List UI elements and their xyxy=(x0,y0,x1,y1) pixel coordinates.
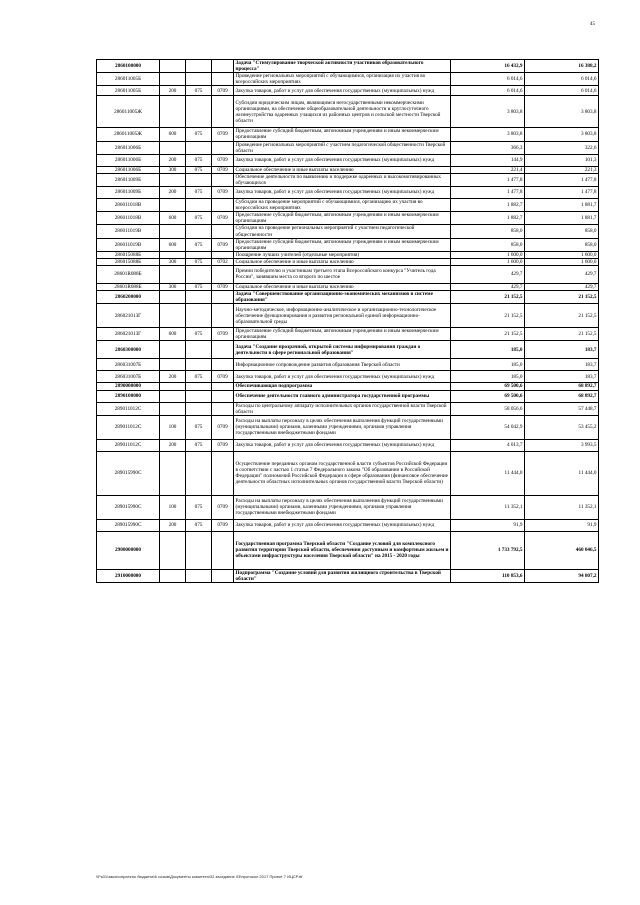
cell-item-name: Социальное обеспечение и иные выплаты населению xyxy=(234,166,451,173)
table-body xyxy=(97,60,599,583)
cell-amount-planned: 185,0 xyxy=(451,371,525,383)
cell-target-code: 286011005Ж xyxy=(97,96,160,128)
cell-target-code: 2860300000 xyxy=(97,341,160,359)
cell-expense-type: 300 xyxy=(160,166,186,173)
cell-item-name: Закупка товаров, работ и услуг для обеспечения государственных (муниципальных) нужд xyxy=(234,154,451,166)
cell-item-name: Обеспечение деятельности по выявлению и поддержке одаренных и высокомотивированных обучающихся xyxy=(234,173,451,186)
cell-target-code: 2900000000 xyxy=(97,531,160,569)
cell-item-name: Закупка товаров, работ и услуг для обеспечения государственных (муниципальных) нужд xyxy=(234,371,451,383)
cell-ministry-code: 075 xyxy=(186,238,212,251)
cell-target-code: 286011006Б xyxy=(97,166,160,173)
table-row xyxy=(97,212,599,225)
cell-item-name: Поощрение лучших учителей (отдельные мероприятия) xyxy=(234,251,451,258)
cell-item-name: Социальное обеспечение и иные выплаты населению xyxy=(234,283,451,290)
cell-amount-planned: 69 500,6 xyxy=(451,390,525,402)
cell-expense-type xyxy=(160,265,186,283)
cell-ministry-code: 075 xyxy=(186,166,212,173)
cell-ministry-code: 075 xyxy=(186,187,212,199)
table-row xyxy=(97,569,599,582)
cell-amount-planned: 366,3 xyxy=(451,141,525,154)
cell-ministry-code: 075 xyxy=(186,86,212,96)
cell-section-code: 0709 xyxy=(212,166,234,173)
cell-expense-type xyxy=(160,73,186,86)
cell-amount-planned: 1 882,7 xyxy=(451,199,525,212)
table-row xyxy=(97,383,599,390)
table-row xyxy=(97,60,599,73)
table-row xyxy=(97,415,599,439)
table-row xyxy=(97,96,599,128)
cell-expense-type xyxy=(160,402,186,415)
cell-expense-type xyxy=(160,291,186,304)
cell-target-code: 286031007Б xyxy=(97,359,160,371)
table-row xyxy=(97,341,599,359)
cell-ministry-code xyxy=(186,141,212,154)
cell-section-code xyxy=(212,359,234,371)
cell-expense-type: 300 xyxy=(160,283,186,290)
cell-target-code: 286021013Г xyxy=(97,328,160,341)
cell-amount-planned: 11 352,1 xyxy=(451,495,525,519)
cell-target-code: 289015990С xyxy=(97,519,160,531)
cell-ministry-code: 075 xyxy=(186,258,212,265)
cell-amount-planned: 110 853,6 xyxy=(451,569,525,582)
cell-amount-executed: 858,0 xyxy=(525,238,599,251)
cell-ministry-code xyxy=(186,251,212,258)
cell-target-code: 286021013Г xyxy=(97,304,160,328)
cell-target-code: 286011005Б xyxy=(97,73,160,86)
cell-item-name: Осуществление переданных органам государственной власти субъектов Российской Федерации в соответствии с частью 1 статьи 7 Федерального закона "Об образовании в Российской Федерации" полномочий Российской Федерации в сфере образования (финансовое обеспечение деятельности областных исполнительных органов государственной власти Тверской области) xyxy=(234,451,451,495)
cell-amount-executed: 91,9 xyxy=(525,519,599,531)
cell-section-code xyxy=(212,451,234,495)
cell-section-code: 0709 xyxy=(212,371,234,383)
cell-item-name: Субсидии на проведение мероприятий с обучающимися, организацию их участия во всероссийских мероприятиях xyxy=(234,199,451,212)
cell-amount-planned: 1 733 792,5 xyxy=(451,531,525,569)
cell-target-code: 289011012С xyxy=(97,415,160,439)
table-row xyxy=(97,328,599,341)
cell-amount-executed: 21 152,5 xyxy=(525,304,599,328)
cell-expense-type: 100 xyxy=(160,415,186,439)
cell-section-code xyxy=(212,402,234,415)
page-number: 45 xyxy=(590,22,595,27)
cell-expense-type xyxy=(160,199,186,212)
cell-target-code: 286011009Б xyxy=(97,187,160,199)
cell-ministry-code xyxy=(186,225,212,238)
cell-ministry-code xyxy=(186,199,212,212)
cell-item-name: Расходы на выплаты персоналу в целях обеспечения выполнения функций государственными (муниципальными) органами, казенными учреждениями, органами управления государственными внебюджетными фондами xyxy=(234,415,451,439)
cell-ministry-code xyxy=(186,341,212,359)
cell-target-code: 2890000000 xyxy=(97,383,160,390)
cell-target-code: 286015088Б xyxy=(97,251,160,258)
table-row xyxy=(97,251,599,258)
cell-target-code: 28601R088Б xyxy=(97,283,160,290)
cell-section-code: 0709 xyxy=(212,495,234,519)
cell-section-code xyxy=(212,73,234,86)
cell-section-code xyxy=(212,96,234,128)
cell-target-code: 286011005Б xyxy=(97,86,160,96)
cell-expense-type: 200 xyxy=(160,154,186,166)
cell-amount-planned: 3 803,8 xyxy=(451,128,525,141)
cell-section-code xyxy=(212,569,234,582)
cell-item-name: Научно-методическое, информационно-аналитическое и организационно-технологическое обеспечение функционирования и развития региональной единой информационно-образовательной среды xyxy=(234,304,451,328)
table-row xyxy=(97,258,599,265)
cell-target-code: 286011006Б xyxy=(97,141,160,154)
table-row xyxy=(97,304,599,328)
cell-ministry-code xyxy=(186,390,212,402)
cell-expense-type xyxy=(160,60,186,73)
cell-amount-planned: 429,7 xyxy=(451,283,525,290)
cell-expense-type xyxy=(160,390,186,402)
cell-expense-type: 200 xyxy=(160,439,186,451)
cell-amount-executed: 460 046,5 xyxy=(525,531,599,569)
cell-section-code xyxy=(212,141,234,154)
cell-expense-type xyxy=(160,531,186,569)
cell-expense-type xyxy=(160,173,186,186)
cell-amount-planned: 221,4 xyxy=(451,166,525,173)
cell-target-code: 286011018В xyxy=(97,199,160,212)
cell-item-name: Задача "Стимулирование творческой активности участников образовательного процесса" xyxy=(234,60,451,73)
table-row xyxy=(97,86,599,96)
cell-ministry-code: 075 xyxy=(186,519,212,531)
cell-section-code: 0709 xyxy=(212,439,234,451)
cell-ministry-code: 075 xyxy=(186,328,212,341)
cell-item-name: Субсидии на проведение региональных мероприятий с участием педагогической общественности xyxy=(234,225,451,238)
cell-ministry-code xyxy=(186,291,212,304)
cell-amount-executed: 21 152,5 xyxy=(525,328,599,341)
cell-ministry-code xyxy=(186,265,212,283)
cell-expense-type: 200 xyxy=(160,371,186,383)
cell-section-code xyxy=(212,265,234,283)
table-row xyxy=(97,154,599,166)
table-row xyxy=(97,225,599,238)
table-row xyxy=(97,439,599,451)
cell-amount-planned: 91,9 xyxy=(451,519,525,531)
cell-section-code: 0709 xyxy=(212,187,234,199)
cell-section-code xyxy=(212,304,234,328)
cell-ministry-code xyxy=(186,173,212,186)
cell-section-code: 0709 xyxy=(212,154,234,166)
cell-amount-executed: 11 352,1 xyxy=(525,495,599,519)
table-row xyxy=(97,173,599,186)
cell-amount-executed: 11 444,0 xyxy=(525,451,599,495)
cell-amount-planned: 3 803,8 xyxy=(451,96,525,128)
cell-amount-executed: 322,6 xyxy=(525,141,599,154)
cell-item-name: Закупка товаров, работ и услуг для обеспечения государственных (муниципальных) нужд xyxy=(234,439,451,451)
cell-expense-type: 200 xyxy=(160,86,186,96)
cell-expense-type xyxy=(160,383,186,390)
cell-ministry-code xyxy=(186,402,212,415)
cell-amount-executed: 1 600,0 xyxy=(525,251,599,258)
cell-amount-executed: 21 152,5 xyxy=(525,291,599,304)
cell-expense-type xyxy=(160,96,186,128)
cell-section-code: 0702 xyxy=(212,258,234,265)
cell-amount-executed: 1 600,0 xyxy=(525,258,599,265)
cell-amount-planned: 21 152,5 xyxy=(451,328,525,341)
table-row xyxy=(97,187,599,199)
cell-target-code: 2890100000 xyxy=(97,390,160,402)
cell-amount-executed: 3 803,8 xyxy=(525,96,599,128)
cell-expense-type: 100 xyxy=(160,495,186,519)
cell-section-code: 0709 xyxy=(212,415,234,439)
table-row xyxy=(97,73,599,86)
cell-section-code: 0709 xyxy=(212,212,234,225)
cell-target-code: 286011018В xyxy=(97,212,160,225)
cell-amount-executed: 183,7 xyxy=(525,359,599,371)
cell-item-name: Предоставление субсидий бюджетным, автономным учреждениям и иным некоммерческим организациям xyxy=(234,328,451,341)
table-row xyxy=(97,402,599,415)
cell-target-code: 2860100000 xyxy=(97,60,160,73)
cell-ministry-code: 075 xyxy=(186,128,212,141)
cell-amount-executed: 183,7 xyxy=(525,371,599,383)
cell-ministry-code: 075 xyxy=(186,415,212,439)
cell-ministry-code xyxy=(186,383,212,390)
cell-ministry-code xyxy=(186,569,212,582)
cell-target-code: 289011012С xyxy=(97,402,160,415)
cell-section-code: 0709 xyxy=(212,519,234,531)
table-row xyxy=(97,166,599,173)
cell-item-name: Социальное обеспечение и иные выплаты населению xyxy=(234,258,451,265)
cell-section-code: 0709 xyxy=(212,328,234,341)
cell-amount-executed: 221,3 xyxy=(525,166,599,173)
cell-target-code: 286015088Б xyxy=(97,258,160,265)
cell-amount-planned: 69 500,6 xyxy=(451,383,525,390)
cell-section-code xyxy=(212,251,234,258)
table-row xyxy=(97,390,599,402)
cell-amount-planned: 1 600,0 xyxy=(451,258,525,265)
cell-amount-executed: 68 892,7 xyxy=(525,390,599,402)
cell-section-code: 0709 xyxy=(212,283,234,290)
cell-expense-type xyxy=(160,451,186,495)
cell-item-name: Проведение региональных мероприятий с участием педагогической общественности Тверской области xyxy=(234,141,451,154)
cell-expense-type xyxy=(160,225,186,238)
file-path-footer: \\Fs01\законопроекты бюджета\6 созыв\Документы комитета\32 заседание 03\протокол 2017 Проект 7 ИЦСР.rtf xyxy=(96,874,303,879)
cell-expense-type: 600 xyxy=(160,238,186,251)
cell-amount-planned: 185,0 xyxy=(451,359,525,371)
cell-amount-executed: 3 993,5 xyxy=(525,439,599,451)
table-row xyxy=(97,283,599,290)
cell-amount-planned: 1 600,0 xyxy=(451,251,525,258)
table-row xyxy=(97,291,599,304)
cell-ministry-code: 075 xyxy=(186,154,212,166)
cell-item-name: Предоставление субсидий бюджетным, автономным учреждениям и иным некоммерческим организациям xyxy=(234,128,451,141)
cell-expense-type xyxy=(160,251,186,258)
cell-item-name: Закупка товаров, работ и услуг для обеспечения государственных (муниципальных) нужд xyxy=(234,519,451,531)
cell-amount-planned: 144,9 xyxy=(451,154,525,166)
cell-expense-type xyxy=(160,359,186,371)
cell-amount-executed: 68 892,7 xyxy=(525,383,599,390)
cell-amount-executed: 6 014,6 xyxy=(525,86,599,96)
cell-ministry-code xyxy=(186,96,212,128)
cell-amount-planned: 58 056,6 xyxy=(451,402,525,415)
cell-section-code xyxy=(212,199,234,212)
cell-amount-executed: 101,3 xyxy=(525,154,599,166)
cell-amount-planned: 185,0 xyxy=(451,341,525,359)
cell-amount-executed: 429,7 xyxy=(525,265,599,283)
cell-section-code xyxy=(212,383,234,390)
cell-target-code: 289015990С xyxy=(97,495,160,519)
cell-item-name: Расходы по центральному аппарату исполнительных органов государственной власти Тверской области xyxy=(234,402,451,415)
cell-ministry-code: 075 xyxy=(186,283,212,290)
cell-amount-planned: 21 152,5 xyxy=(451,304,525,328)
cell-amount-planned: 54 042,9 xyxy=(451,415,525,439)
cell-amount-planned: 11 444,0 xyxy=(451,451,525,495)
cell-item-name: Задача "Создание прозрачной, открытой системы информирования граждан о деятельности в сфере региональной образования" xyxy=(234,341,451,359)
table-row xyxy=(97,199,599,212)
cell-amount-executed: 16 388,2 xyxy=(525,60,599,73)
cell-amount-executed: 53 455,2 xyxy=(525,415,599,439)
cell-expense-type: 600 xyxy=(160,212,186,225)
cell-target-code: 286011009Б xyxy=(97,173,160,186)
cell-ministry-code: 075 xyxy=(186,371,212,383)
cell-expense-type: 300 xyxy=(160,258,186,265)
table-row xyxy=(97,359,599,371)
cell-amount-planned: 21 152,5 xyxy=(451,291,525,304)
table-row xyxy=(97,128,599,141)
cell-section-code xyxy=(212,291,234,304)
cell-target-code: 286031007Б xyxy=(97,371,160,383)
cell-section-code xyxy=(212,531,234,569)
cell-item-name: Премии победителю и участникам третьего этапа Всероссийского конкурса "Учитель года России", занявшим места со второго по шестое xyxy=(234,265,451,283)
table-row xyxy=(97,141,599,154)
table-row xyxy=(97,238,599,251)
cell-expense-type xyxy=(160,304,186,328)
cell-amount-executed: 429,7 xyxy=(525,283,599,290)
cell-amount-planned: 429,7 xyxy=(451,265,525,283)
cell-ministry-code xyxy=(186,531,212,569)
cell-amount-planned: 1 477,8 xyxy=(451,173,525,186)
cell-item-name: Расходы на выплаты персоналу в целях обеспечения выполнения функций государственными (муниципальными) органами, казенными учреждениями, органами управления государственными внебюджетными фондами xyxy=(234,495,451,519)
cell-expense-type xyxy=(160,569,186,582)
table-row xyxy=(97,371,599,383)
cell-target-code: 286011019В xyxy=(97,238,160,251)
cell-target-code: 286011006Б xyxy=(97,154,160,166)
cell-target-code: 286011019В xyxy=(97,225,160,238)
cell-amount-executed: 858,0 xyxy=(525,225,599,238)
cell-item-name: Обеспечивающая подпрограмма xyxy=(234,383,451,390)
cell-expense-type: 200 xyxy=(160,519,186,531)
cell-item-name: Закупка товаров, работ и услуг для обеспечения государственных (муниципальных) нужд xyxy=(234,86,451,96)
cell-section-code xyxy=(212,225,234,238)
cell-target-code: 2910000000 xyxy=(97,569,160,582)
cell-expense-type xyxy=(160,341,186,359)
cell-section-code: 0709 xyxy=(212,128,234,141)
cell-item-name: Проведение региональных мероприятий с обучающимися, организация их участия во всероссийских мероприятиях xyxy=(234,73,451,86)
cell-amount-executed: 183,7 xyxy=(525,341,599,359)
cell-ministry-code xyxy=(186,73,212,86)
cell-section-code xyxy=(212,341,234,359)
cell-ministry-code: 075 xyxy=(186,495,212,519)
table-row xyxy=(97,495,599,519)
cell-ministry-code xyxy=(186,304,212,328)
cell-amount-executed: 1 881,7 xyxy=(525,212,599,225)
cell-amount-executed: 1 881,7 xyxy=(525,199,599,212)
cell-item-name: Субсидии юридическим лицам, являющимся негосударственными некоммерческими организациями, на обеспечение общеобразовательной деятельности и круглосуточного жизнеустройства одаренных учащихся из районных центров и сельской местности Тверской области xyxy=(234,96,451,128)
table-row xyxy=(97,519,599,531)
cell-section-code xyxy=(212,390,234,402)
cell-expense-type: 600 xyxy=(160,328,186,341)
cell-amount-planned: 16 432,9 xyxy=(451,60,525,73)
cell-section-code xyxy=(212,60,234,73)
cell-item-name: Предоставление субсидий бюджетным, автономным учреждениям и иным некоммерческим организациям xyxy=(234,212,451,225)
cell-ministry-code: 075 xyxy=(186,439,212,451)
cell-amount-planned: 1 477,8 xyxy=(451,187,525,199)
cell-item-name: Закупка товаров, работ и услуг для обеспечения государственных (муниципальных) нужд xyxy=(234,187,451,199)
cell-amount-executed: 3 803,8 xyxy=(525,128,599,141)
cell-amount-executed: 94 807,2 xyxy=(525,569,599,582)
cell-section-code: 0709 xyxy=(212,238,234,251)
cell-item-name: Обеспечение деятельности главного администратора государственной программы xyxy=(234,390,451,402)
cell-ministry-code xyxy=(186,60,212,73)
budget-table xyxy=(96,59,599,583)
cell-amount-executed: 6 014,6 xyxy=(525,73,599,86)
cell-target-code: 289015990С xyxy=(97,451,160,495)
table-row xyxy=(97,531,599,569)
cell-expense-type xyxy=(160,141,186,154)
cell-item-name: Информационное сопровождение развития образования Тверской области xyxy=(234,359,451,371)
cell-item-name: Задача "Совершенствование организационно-экономических механизмов в системе образования" xyxy=(234,291,451,304)
cell-ministry-code xyxy=(186,451,212,495)
cell-amount-planned: 6 014,6 xyxy=(451,73,525,86)
cell-amount-planned: 858,0 xyxy=(451,225,525,238)
cell-target-code: 28601R088Б xyxy=(97,265,160,283)
table-row xyxy=(97,451,599,495)
cell-item-name: Предоставление субсидий бюджетным, автономным учреждениям и иным некоммерческим организациям xyxy=(234,238,451,251)
cell-target-code: 2860200000 xyxy=(97,291,160,304)
cell-amount-planned: 6 014,6 xyxy=(451,86,525,96)
cell-target-code: 289011012С xyxy=(97,439,160,451)
cell-section-code: 0709 xyxy=(212,86,234,96)
cell-item-name: Подпрограмма "Создание условий для развития жилищного строительства в Тверской области" xyxy=(234,569,451,582)
cell-amount-executed: 1 477,8 xyxy=(525,173,599,186)
cell-amount-planned: 1 882,7 xyxy=(451,212,525,225)
cell-ministry-code: 075 xyxy=(186,212,212,225)
cell-target-code: 286011005Ж xyxy=(97,128,160,141)
table-row xyxy=(97,265,599,283)
cell-amount-executed: 57 448,7 xyxy=(525,402,599,415)
cell-expense-type: 600 xyxy=(160,128,186,141)
cell-ministry-code xyxy=(186,359,212,371)
cell-expense-type: 200 xyxy=(160,187,186,199)
cell-section-code xyxy=(212,173,234,186)
cell-amount-planned: 4 013,7 xyxy=(451,439,525,451)
cell-item-name: Государственная программа Тверской области "Создание условий для комплексного развития территории Тверской области, обеспечения доступным и комфортным жильем и объектами инфраструктуры населения Тверской области" на 2015 - 2020 годы xyxy=(234,531,451,569)
cell-amount-executed: 1 477,8 xyxy=(525,187,599,199)
cell-amount-planned: 858,0 xyxy=(451,238,525,251)
